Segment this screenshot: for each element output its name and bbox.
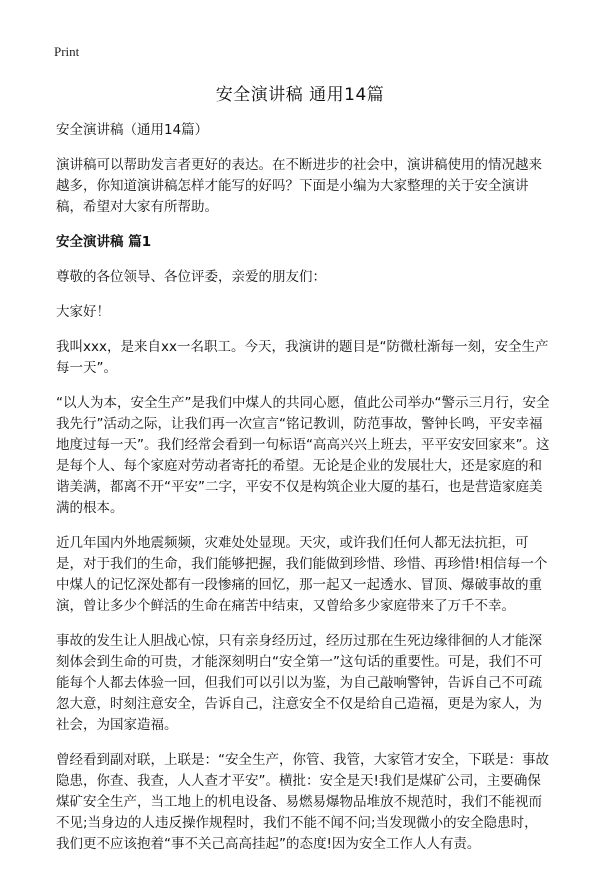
body-paragraph: 近几年国内外地震频频，灾难处处显现。天灾，或许我们任何人都无法抗拒，可是，对于我们的生命，我们能够把握，我们能做到珍惜、珍惜、再珍惜!相信每一个中煤人的记忆深处都有一段惨痛的回忆，那一起又一起透水、冒顶、爆破事故的重演，曾让多少个鲜活的生命在痛苦中结束，又曾给多少家庭带来了万千不幸。 xyxy=(56,535,548,614)
page-title: 安全演讲稿 通用14篇 xyxy=(215,85,385,105)
greeting-paragraph: 大家好！ xyxy=(56,304,110,320)
body-paragraph: 事故的发生让人胆战心惊，只有亲身经历过，经历过那在生死边缘徘徊的人才能深刻体会到生命的可贵，才能深刻明白“安全第一”这句话的重要性。可是，我们不可能每个人都去体验一回，但我们可以引以为鉴，为自己敲响警钟，告诉自己不可疏忽大意，时刻注意安全，告诉自己，注意安全不仅是给自己造福，更是为家人，为社会，为国家造福。 xyxy=(56,633,543,733)
section-heading: 安全演讲稿 篇1 xyxy=(56,234,152,250)
article-body xyxy=(56,120,550,869)
print-link[interactable]: Print xyxy=(54,44,80,59)
intro-paragraph: 演讲稿可以帮助发言者更好的表达。在不断进步的社会中，演讲稿使用的情况越来越多，你知道演讲稿怎样才能写的好吗？下面是小编为大家整理的关于安全演讲稿，希望对大家有所帮助。 xyxy=(56,157,542,215)
self-intro-paragraph: 我叫xxx，是来自xx一名职工。今天，我演讲的题目是“防微杜渐每一刻，安全生产每一天”。 xyxy=(56,339,549,376)
body-paragraph: 曾经看到副对联，上联是：“安全生产，你管、我管，大家管才安全，下联是：事故隐患，你查、我查，人人查才平安”。横批：安全是天!我们是煤矿公司，主要确保煤矿安全生产，当工地上的机电设备、易燃易爆物品堆放不规范时，我们不能视而不见;当身边的人违反操作规程时，我们不能不闻不问;当发现微小的安全隐患时，我们更不应该抱着“事不关己高高挂起”的态度!因为安全工作人人有责。 xyxy=(56,752,549,852)
article-subtitle: 安全演讲稿（通用14篇） xyxy=(56,122,209,138)
body-paragraph: “以人为本，安全生产”是我们中煤人的共同心愿，值此公司举办“警示三月行，安全我先行”活动之际，让我们再一次宣言“铭记教训，防范事故，警钟长鸣，平安幸福地度过每一天”。我们经常会看到一句标语“高高兴兴上班去，平平安安回家来”。这是每个人、每个家庭对劳动者寄托的希望。无论是企业的发展壮大，还是家庭的和谐美满，都离不开“平安”二字，平安不仅是构筑企业大厦的基石，也是营造家庭美满的根本。 xyxy=(56,395,550,516)
salutation-paragraph: 尊敬的各位领导、各位评委，亲爱的朋友们： xyxy=(56,269,326,285)
